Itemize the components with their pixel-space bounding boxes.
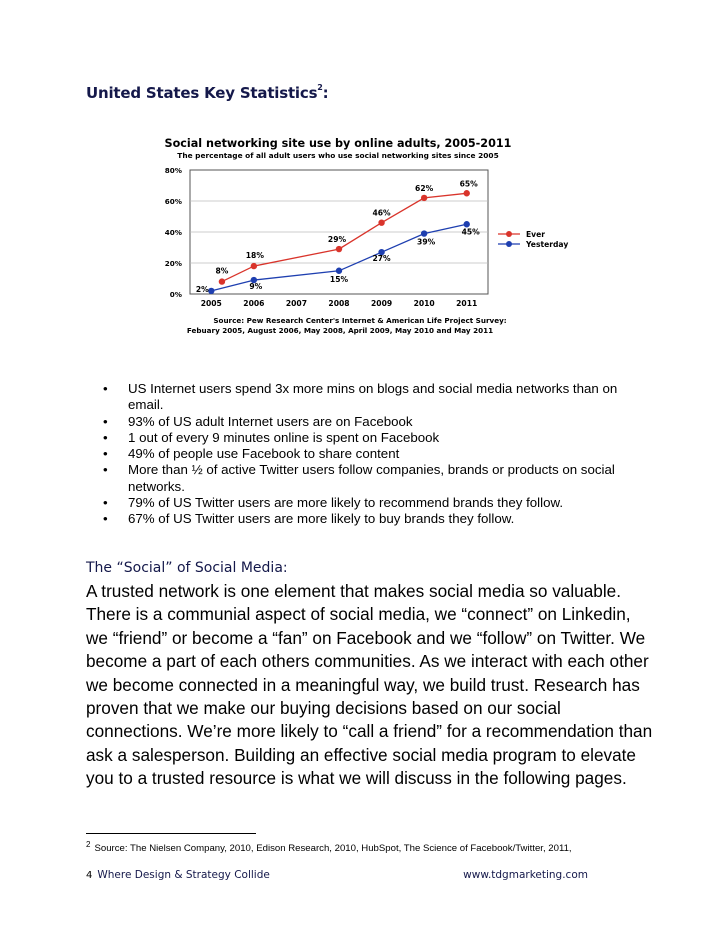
bullet-glyph: • <box>103 413 108 429</box>
data-point-ever <box>336 246 342 252</box>
data-label: 45% <box>461 227 480 237</box>
body-paragraph: A trusted network is one element that makes social media so valuable. There is a communial aspect of social media, we “connect” on Linkedin, we “friend” or become a “fan” on Facebook and we “follow” on Twitter. We become a part of each others communities. As we interact with each other we become connected in a meaningful way, we build trust. Research has proven that we make our buying decisions based on our social connections. We’re more likely to “call a friend” for a recommendation than ask a salesperson. Building an effective social media program to elevate you to a trusted resource is what we will discuss in the following pages. <box>86 581 653 789</box>
bullet-text: 79% of US Twitter users are more likely to recommend brands they follow. <box>128 495 564 511</box>
chart-subtitle: The percentage of all adult users who use social networking sites since 2005 <box>177 151 499 160</box>
x-tick-label: 2006 <box>243 299 265 308</box>
list-item <box>96 462 656 495</box>
y-tick-label: 40% <box>164 228 182 237</box>
data-label: 46% <box>372 208 391 218</box>
x-tick-label: 2005 <box>200 299 222 308</box>
page-footer <box>86 869 596 881</box>
list-item <box>96 414 656 430</box>
social-of-social-media-heading: The “Social” of Social Media: <box>86 560 288 576</box>
bullet-text: 93% of US adult Internet users are on Facebook <box>128 413 413 429</box>
statistics-bullet-list <box>96 381 656 528</box>
data-label: 65% <box>459 179 478 189</box>
bullet-glyph: • <box>103 381 108 396</box>
y-tick-label: 20% <box>164 259 182 268</box>
list-item <box>96 511 656 527</box>
data-point-ever <box>421 195 427 201</box>
x-tick-label: 2008 <box>328 299 350 308</box>
data-label: 8% <box>215 266 229 276</box>
data-point-ever <box>378 220 384 226</box>
data-label: 39% <box>417 237 436 247</box>
bullet-text: US Internet users spend 3x more mins on blogs and social media networks than on email. <box>128 381 618 413</box>
y-tick-label: 0% <box>169 290 182 299</box>
bullet-text: 49% of people use Facebook to share content <box>128 446 400 462</box>
x-tick-label: 2009 <box>371 299 393 308</box>
bullet-glyph: • <box>103 511 108 527</box>
data-label: 29% <box>327 235 347 245</box>
page-number: 4 <box>86 870 93 881</box>
chart-svg <box>140 128 590 338</box>
bullet-glyph: • <box>103 462 108 478</box>
data-point-ever <box>251 263 257 269</box>
data-label: 62% <box>415 183 434 193</box>
footnote <box>86 840 572 854</box>
data-label: 27% <box>372 254 391 264</box>
footer-tagline: Where Design & Strategy Collide <box>97 869 270 881</box>
bullet-glyph: • <box>103 446 108 462</box>
chart-source-line-2: Febuary 2005, August 2006, May 2008, April 2009, May 2010 and May 2011 <box>186 326 494 335</box>
legend-label: Yesterday <box>526 240 569 249</box>
chart-source-line-1: Source: Pew Research Center's Internet & American Life Project Survey: <box>213 316 507 325</box>
x-tick-label: 2011 <box>456 299 478 308</box>
key-statistics-heading-colon: : <box>322 84 329 102</box>
legend-marker <box>506 241 512 247</box>
data-point-ever <box>219 278 225 284</box>
footnote-divider <box>86 833 256 834</box>
data-label: 9% <box>249 282 263 292</box>
list-item <box>96 430 656 446</box>
footnote-text: Source: The Nielsen Company, 2010, Edison Research, 2010, HubSpot, The Science of Facebook/Twitter, 2011, <box>94 843 572 855</box>
data-label: 18% <box>245 251 264 261</box>
key-statistics-heading <box>86 84 328 102</box>
y-tick-label: 80% <box>164 166 182 175</box>
list-item <box>96 495 656 511</box>
x-tick-label: 2010 <box>413 299 435 308</box>
data-point-yesterday <box>336 268 342 274</box>
x-tick-label: 2007 <box>285 299 307 308</box>
bullet-text: 1 out of every 9 minutes online is spent on Facebook <box>128 429 440 445</box>
legend-label: Ever <box>526 230 546 239</box>
y-tick-label: 60% <box>164 197 182 206</box>
data-point-yesterday <box>208 288 214 294</box>
data-point-yesterday <box>421 230 427 236</box>
bullet-text: 67% of US Twitter users are more likely to buy brands they follow. <box>128 511 515 527</box>
chart-title: Social networking site use by online adults, 2005-2011 <box>164 137 512 150</box>
data-label: 15% <box>329 274 349 284</box>
list-item <box>96 446 656 462</box>
key-statistics-heading-text: United States Key Statistics <box>86 84 318 102</box>
bullet-glyph: • <box>103 429 108 445</box>
data-point-ever <box>464 190 470 196</box>
list-item <box>96 381 656 414</box>
footer-website: www.tdgmarketing.com <box>463 869 588 881</box>
legend-marker <box>506 231 512 237</box>
key-statistics-footnote-ref: 2 <box>317 83 323 92</box>
bullet-glyph: • <box>103 495 108 511</box>
social-networking-chart <box>140 128 590 338</box>
bullet-text: More than ½ of active Twitter users follow companies, brands or products on social networks. <box>128 462 615 494</box>
footnote-number: 2 <box>86 840 91 849</box>
data-label: 2% <box>195 284 209 294</box>
